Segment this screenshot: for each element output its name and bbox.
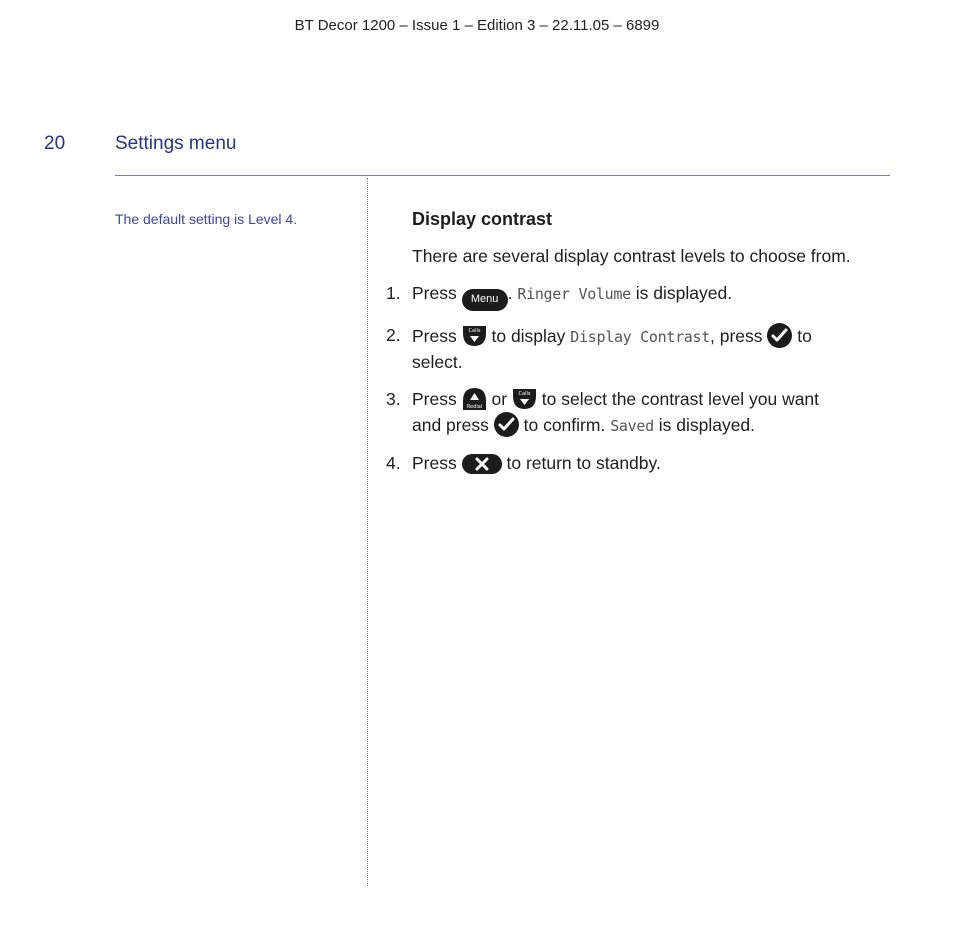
step-text: to display: [491, 326, 566, 346]
step-number: 4.: [386, 453, 401, 473]
step-text: is displayed.: [635, 283, 733, 303]
step-text: Press: [412, 326, 457, 346]
main-content: [386, 207, 892, 488]
step-text: is displayed.: [658, 415, 756, 435]
step-text: to confirm.: [523, 415, 606, 435]
step-2: [386, 323, 892, 375]
step-number: 3.: [386, 389, 401, 409]
section-heading: Display contrast: [412, 209, 553, 229]
step-text: .: [507, 283, 513, 303]
down-arrow-key-icon: [462, 325, 487, 347]
menu-key-icon: Menu: [462, 289, 508, 311]
header-rule: [115, 175, 890, 176]
step-text: Press: [412, 389, 457, 409]
svg-text:Calls: Calls: [518, 391, 531, 397]
step-text: , press: [710, 326, 763, 346]
page-number: 20: [44, 133, 66, 154]
svg-text:Calls: Calls: [468, 328, 481, 334]
step-number: 1.: [386, 283, 401, 303]
step-text: to return to standby.: [506, 453, 661, 473]
step-number: 2.: [386, 325, 401, 345]
check-icon: [767, 323, 792, 348]
step-text: Press: [412, 283, 457, 303]
side-note: The default setting is Level 4.: [115, 211, 298, 227]
step-1: [386, 281, 892, 311]
step-4: [386, 451, 892, 476]
lcd-text: Display Contrast: [570, 328, 710, 346]
section-title: Settings menu: [115, 133, 237, 154]
step-text: and press: [412, 415, 489, 435]
step-text: to select the contrast level you want: [541, 389, 820, 409]
step-text: select.: [412, 352, 463, 372]
lcd-text: Ringer Volume: [517, 285, 631, 303]
down-arrow-key-icon: [512, 388, 537, 410]
step-text: Press: [412, 453, 457, 473]
svg-text:Redial: Redial: [466, 404, 482, 410]
step-text: to: [797, 326, 812, 346]
column-divider: [367, 178, 368, 886]
step-text: or: [491, 389, 508, 409]
lcd-text: Saved: [610, 417, 654, 435]
running-header: BT Decor 1200 – Issue 1 – Edition 3 – 22.11.05 – 6899: [294, 17, 660, 34]
up-arrow-key-icon: [462, 387, 487, 411]
check-icon: [494, 412, 519, 437]
cross-icon: [462, 454, 502, 474]
step-3: [386, 387, 892, 439]
steps-list: [386, 281, 892, 476]
section-intro: There are several display contrast levels to choose from.: [412, 246, 851, 266]
